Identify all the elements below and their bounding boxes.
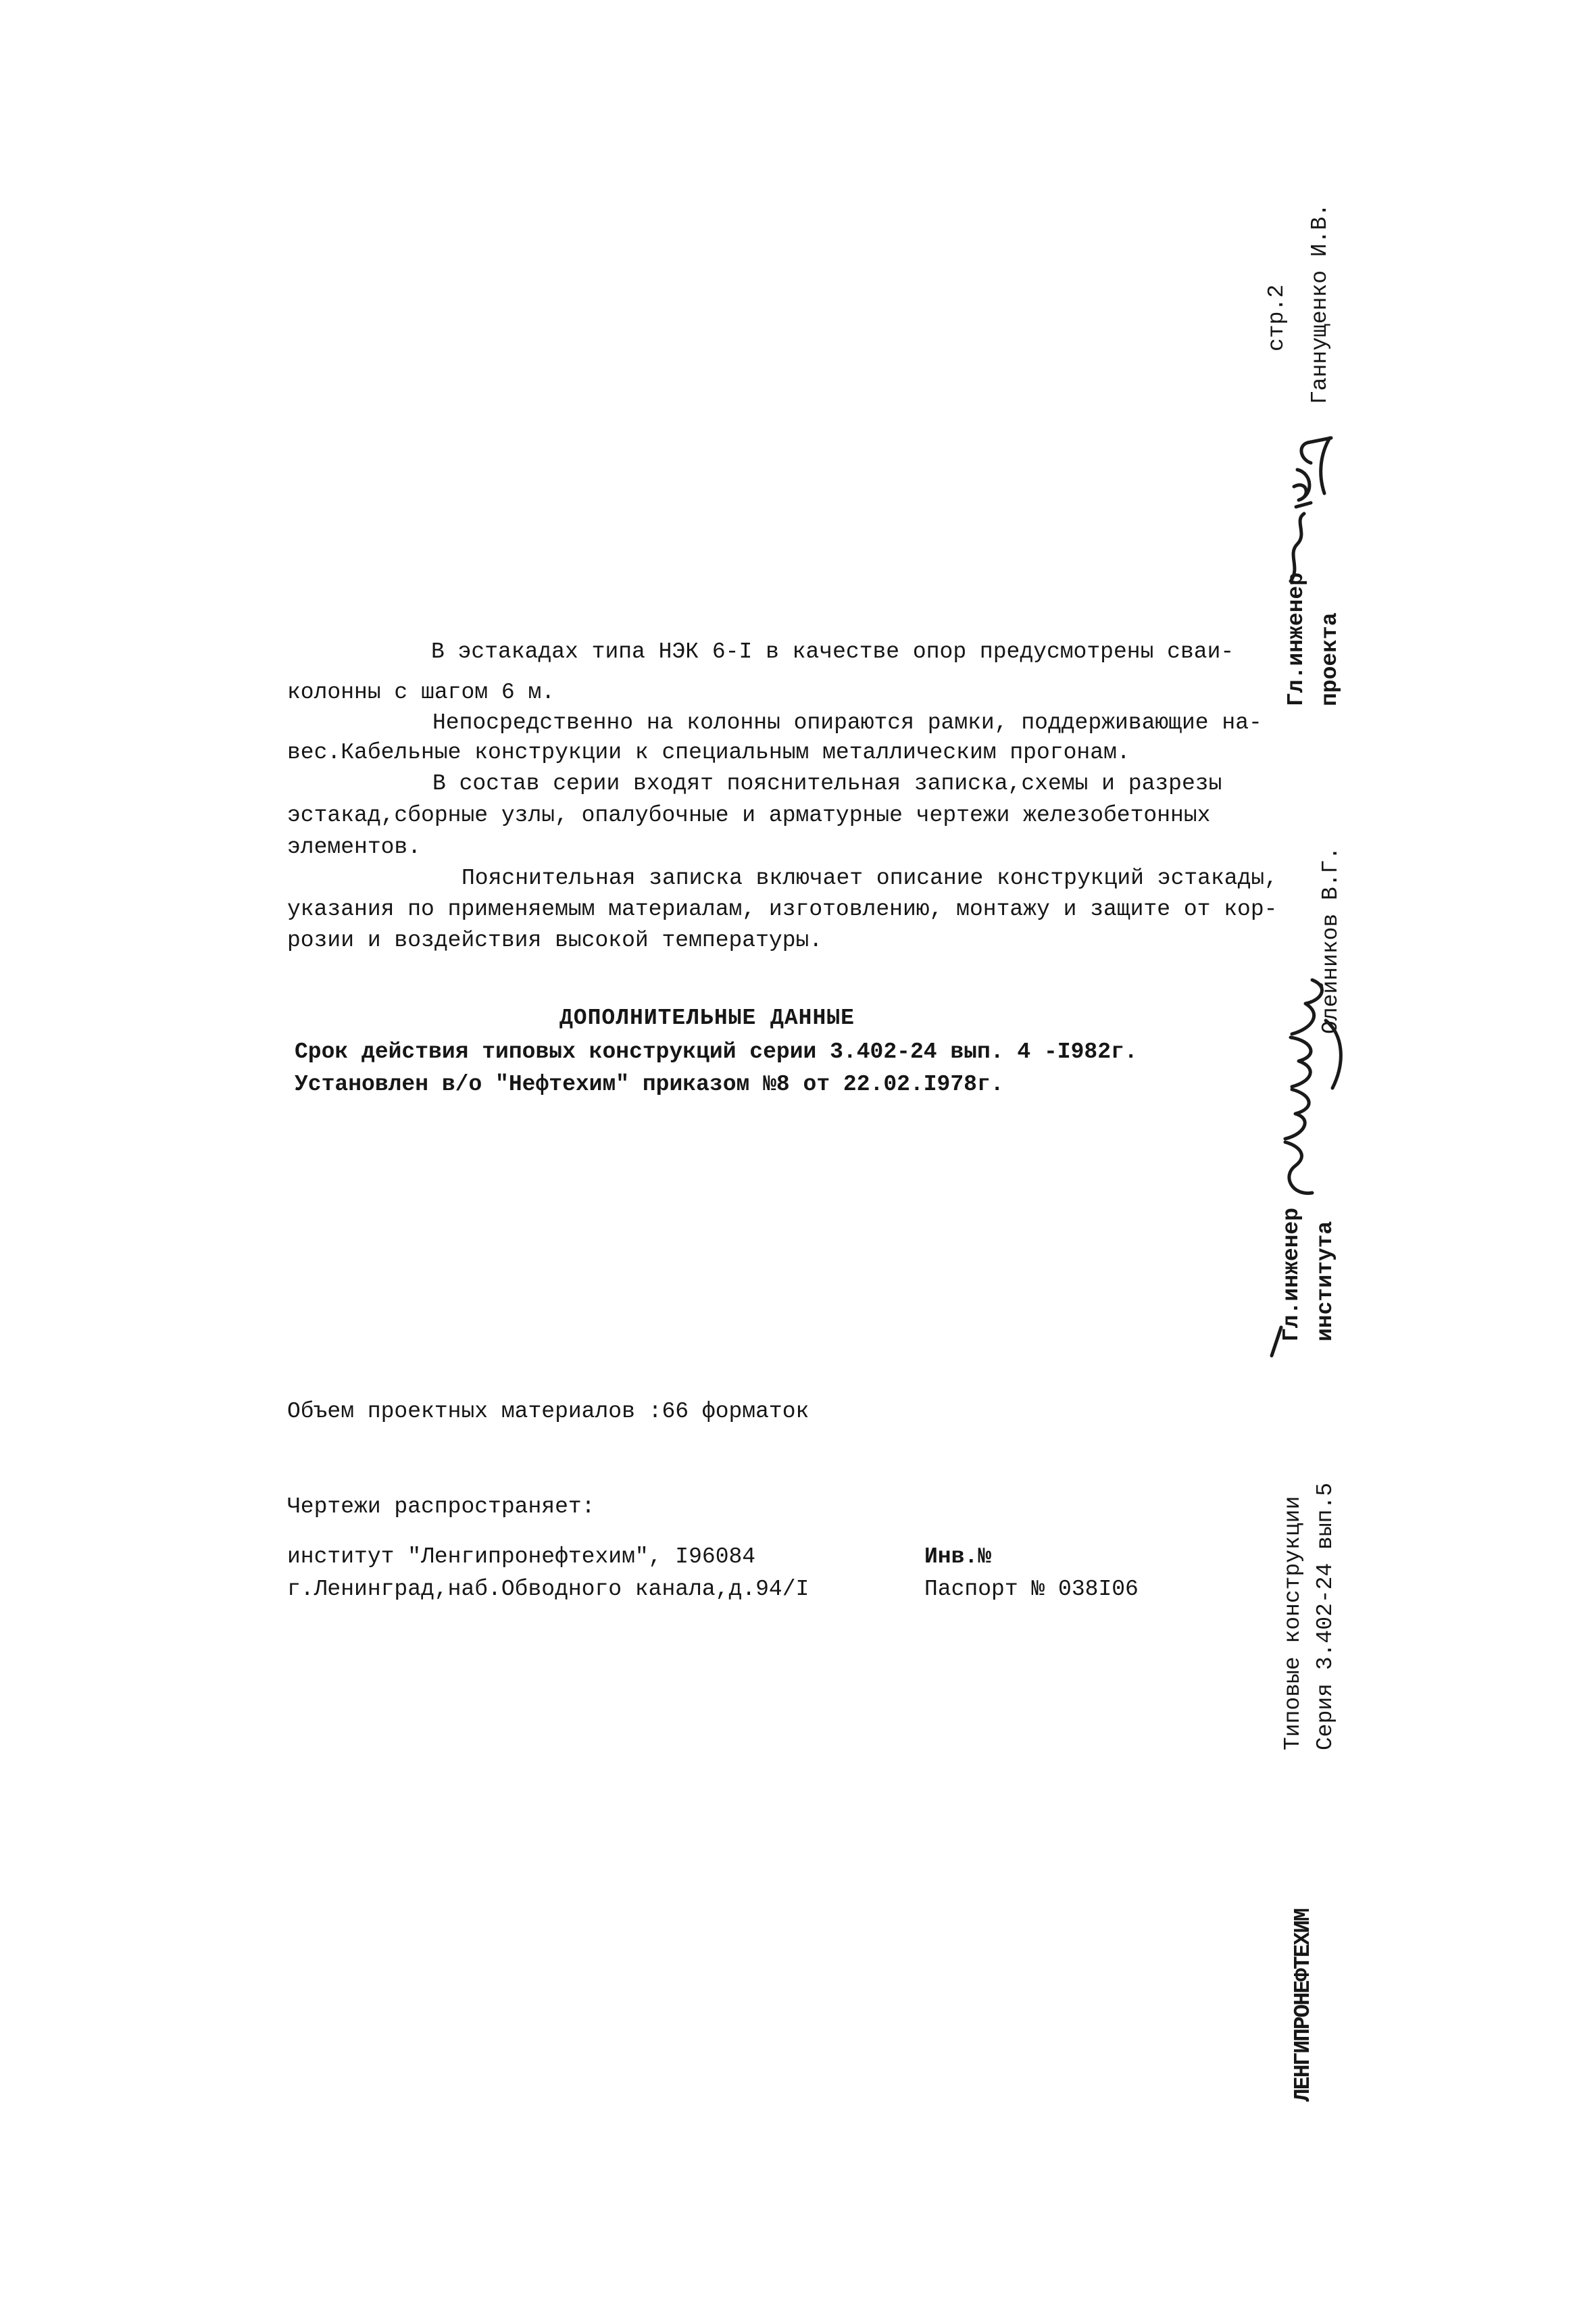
- organization-stamp: ЛЕНГИПРОНЕФТЕХИМ: [1291, 1909, 1316, 2102]
- additional-data-heading: ДОПОЛНИТЕЛЬНЫЕ ДАННЫЕ: [559, 1006, 855, 1031]
- paragraph-2-line-2: вес.Кабельные конструкции к специальным металлическим прогонам.: [287, 740, 1130, 765]
- institute-chief-title-1: Гл.инженер: [1279, 1207, 1304, 1341]
- approval-line: Установлен в/о "Нефтехим" приказом №8 от 22.02.I978г.: [295, 1072, 1004, 1097]
- distribution-address-2: г.Ленинград,наб.Обводного канала,д.94/I: [287, 1577, 809, 1602]
- paragraph-2-line-1: Непосредственно на колонны опираются рамки, поддерживающие на-: [432, 710, 1262, 735]
- slash-mark-icon: [1266, 1325, 1287, 1358]
- volume-line: Объем проектных материалов :66 форматок: [287, 1399, 809, 1424]
- project-chief-name: Ганнущенко И.В.: [1307, 203, 1332, 404]
- project-chief-title-2: проекта: [1318, 612, 1343, 706]
- paragraph-4-line-2: указания по применяемым материалам, изготовлению, монтажу и защите от кор-: [287, 897, 1278, 922]
- inventory-number-label: Инв.№: [924, 1544, 992, 1569]
- distribution-label: Чертежи распространяет:: [287, 1494, 595, 1519]
- institute-chief-name: Олейников В.Г.: [1318, 846, 1343, 1034]
- paragraph-3-line-2: эстакад,сборные узлы, опалубочные и арматурные чертежи железобетонных: [287, 803, 1211, 828]
- distribution-address-1: институт "Ленгипронефтехим", I96084: [287, 1544, 756, 1569]
- project-chief-signature-icon: [1270, 433, 1345, 588]
- passport-number: Паспорт № 038I06: [924, 1577, 1139, 1602]
- validity-line: Срок действия типовых конструкций серии 3.402-24 вып. 4 -I982г.: [295, 1039, 1138, 1064]
- paragraph-3-line-1: В состав серии входят пояснительная записка,схемы и разрезы: [432, 771, 1222, 796]
- series-title-2: Серия 3.402-24 вып.5: [1313, 1482, 1338, 1750]
- institute-chief-signature-icon: [1265, 973, 1353, 1203]
- institute-chief-title-2: института: [1313, 1221, 1338, 1341]
- paragraph-3-line-3: элементов.: [287, 835, 422, 860]
- paragraph-4-line-3: розии и воздействия высокой температуры.: [287, 928, 823, 953]
- project-chief-title-1: Гл.инженер: [1284, 572, 1309, 706]
- paragraph-1-line-1: В эстакадах типа НЭК 6-I в качестве опор предусмотрены сваи-: [431, 639, 1235, 664]
- series-title-1: Типовые конструкции: [1280, 1496, 1305, 1750]
- paragraph-1-line-2: колонны с шагом 6 м.: [287, 680, 555, 705]
- paragraph-4-line-1: Пояснительная записка включает описание конструкций эстакады,: [462, 866, 1278, 891]
- page-number: стр.2: [1264, 284, 1289, 351]
